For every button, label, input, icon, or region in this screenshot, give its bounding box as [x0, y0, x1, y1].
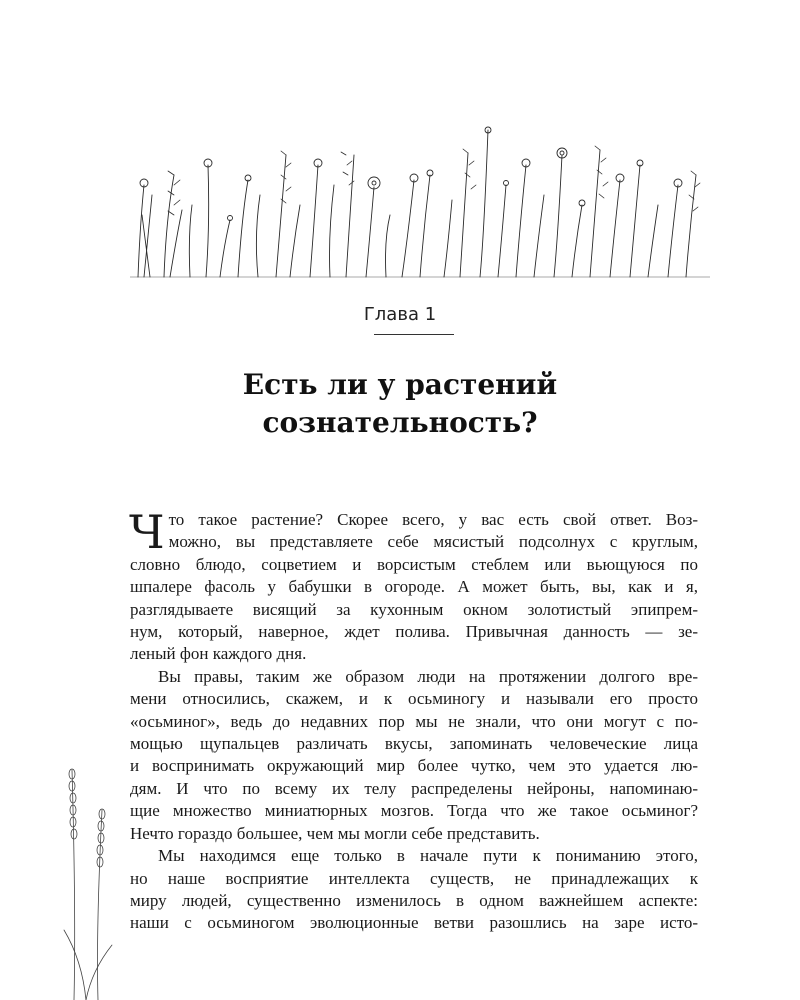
text-line: но наше восприятие интеллекта существ, не принадлежащих к	[130, 868, 698, 888]
paragraph	[129, 505, 698, 666]
text-line: нум, который, наверное, ждет полива. Привычная данность — зе-	[130, 622, 698, 642]
text-line: леный фон каждого дня.	[130, 644, 307, 664]
chapter-title-line: сознательность?	[262, 406, 538, 439]
chapter-title-line: Есть ли у растений	[242, 368, 558, 401]
text-line: наши с осьминогом эволюционные ветви разошлись на заре исто-	[130, 913, 698, 933]
paragraph	[130, 845, 698, 935]
lavender-sprig	[52, 760, 122, 1000]
text-line: Нечто гораздо большее, чем мы могли себе представить.	[130, 823, 540, 843]
chapter-title	[0, 366, 800, 442]
text-line: и воспринимать окружающий мир более чутко, чем это удается лю-	[130, 756, 698, 776]
text-line: разглядываете висящий за кухонным окном золотистый эпипрем-	[130, 599, 698, 619]
meadow-illustration	[130, 125, 710, 280]
text-line: миру людей, существенно изменилось в одном важнейшем аспекте:	[130, 890, 698, 910]
chapter-label: Глава 1	[363, 304, 437, 325]
text-line: можно, вы представляете себе мясистый подсолнух с круглым,	[168, 532, 698, 552]
paragraph	[130, 666, 698, 845]
drop-cap: Ч	[129, 505, 165, 559]
chapter-divider	[374, 334, 454, 335]
text-line: Мы находимся еще только в начале пути к пониманию этого,	[158, 846, 698, 866]
text-line: шпалере фасоль у бабушки в огороде. А может быть, вы, как и я,	[130, 577, 698, 597]
text-line: дям. И что по всему их телу распределены нейроны, напоминаю-	[130, 778, 698, 798]
text-line: мощью щупальцев различать вкусы, запоминать человеческие лица	[130, 734, 698, 754]
body-text	[129, 505, 698, 935]
text-line: щие множество миниатюрных мозгов. Тогда что же такое осьминог?	[130, 801, 698, 821]
text-line: словно блюдо, соцветием и ворсистым стеблем или вьющуюся по	[130, 554, 698, 574]
text-line: «осьминог», ведь до недавних пор мы не знали, что они могут с по-	[130, 711, 698, 731]
text-line: мени относились, скажем, и к осьминогу и называли его просто	[130, 689, 698, 709]
text-line: то такое растение? Скорее всего, у вас есть свой ответ. Воз-	[168, 510, 698, 529]
text-line: Вы правы, таким же образом люди на протяжении долгого вре-	[158, 666, 698, 686]
